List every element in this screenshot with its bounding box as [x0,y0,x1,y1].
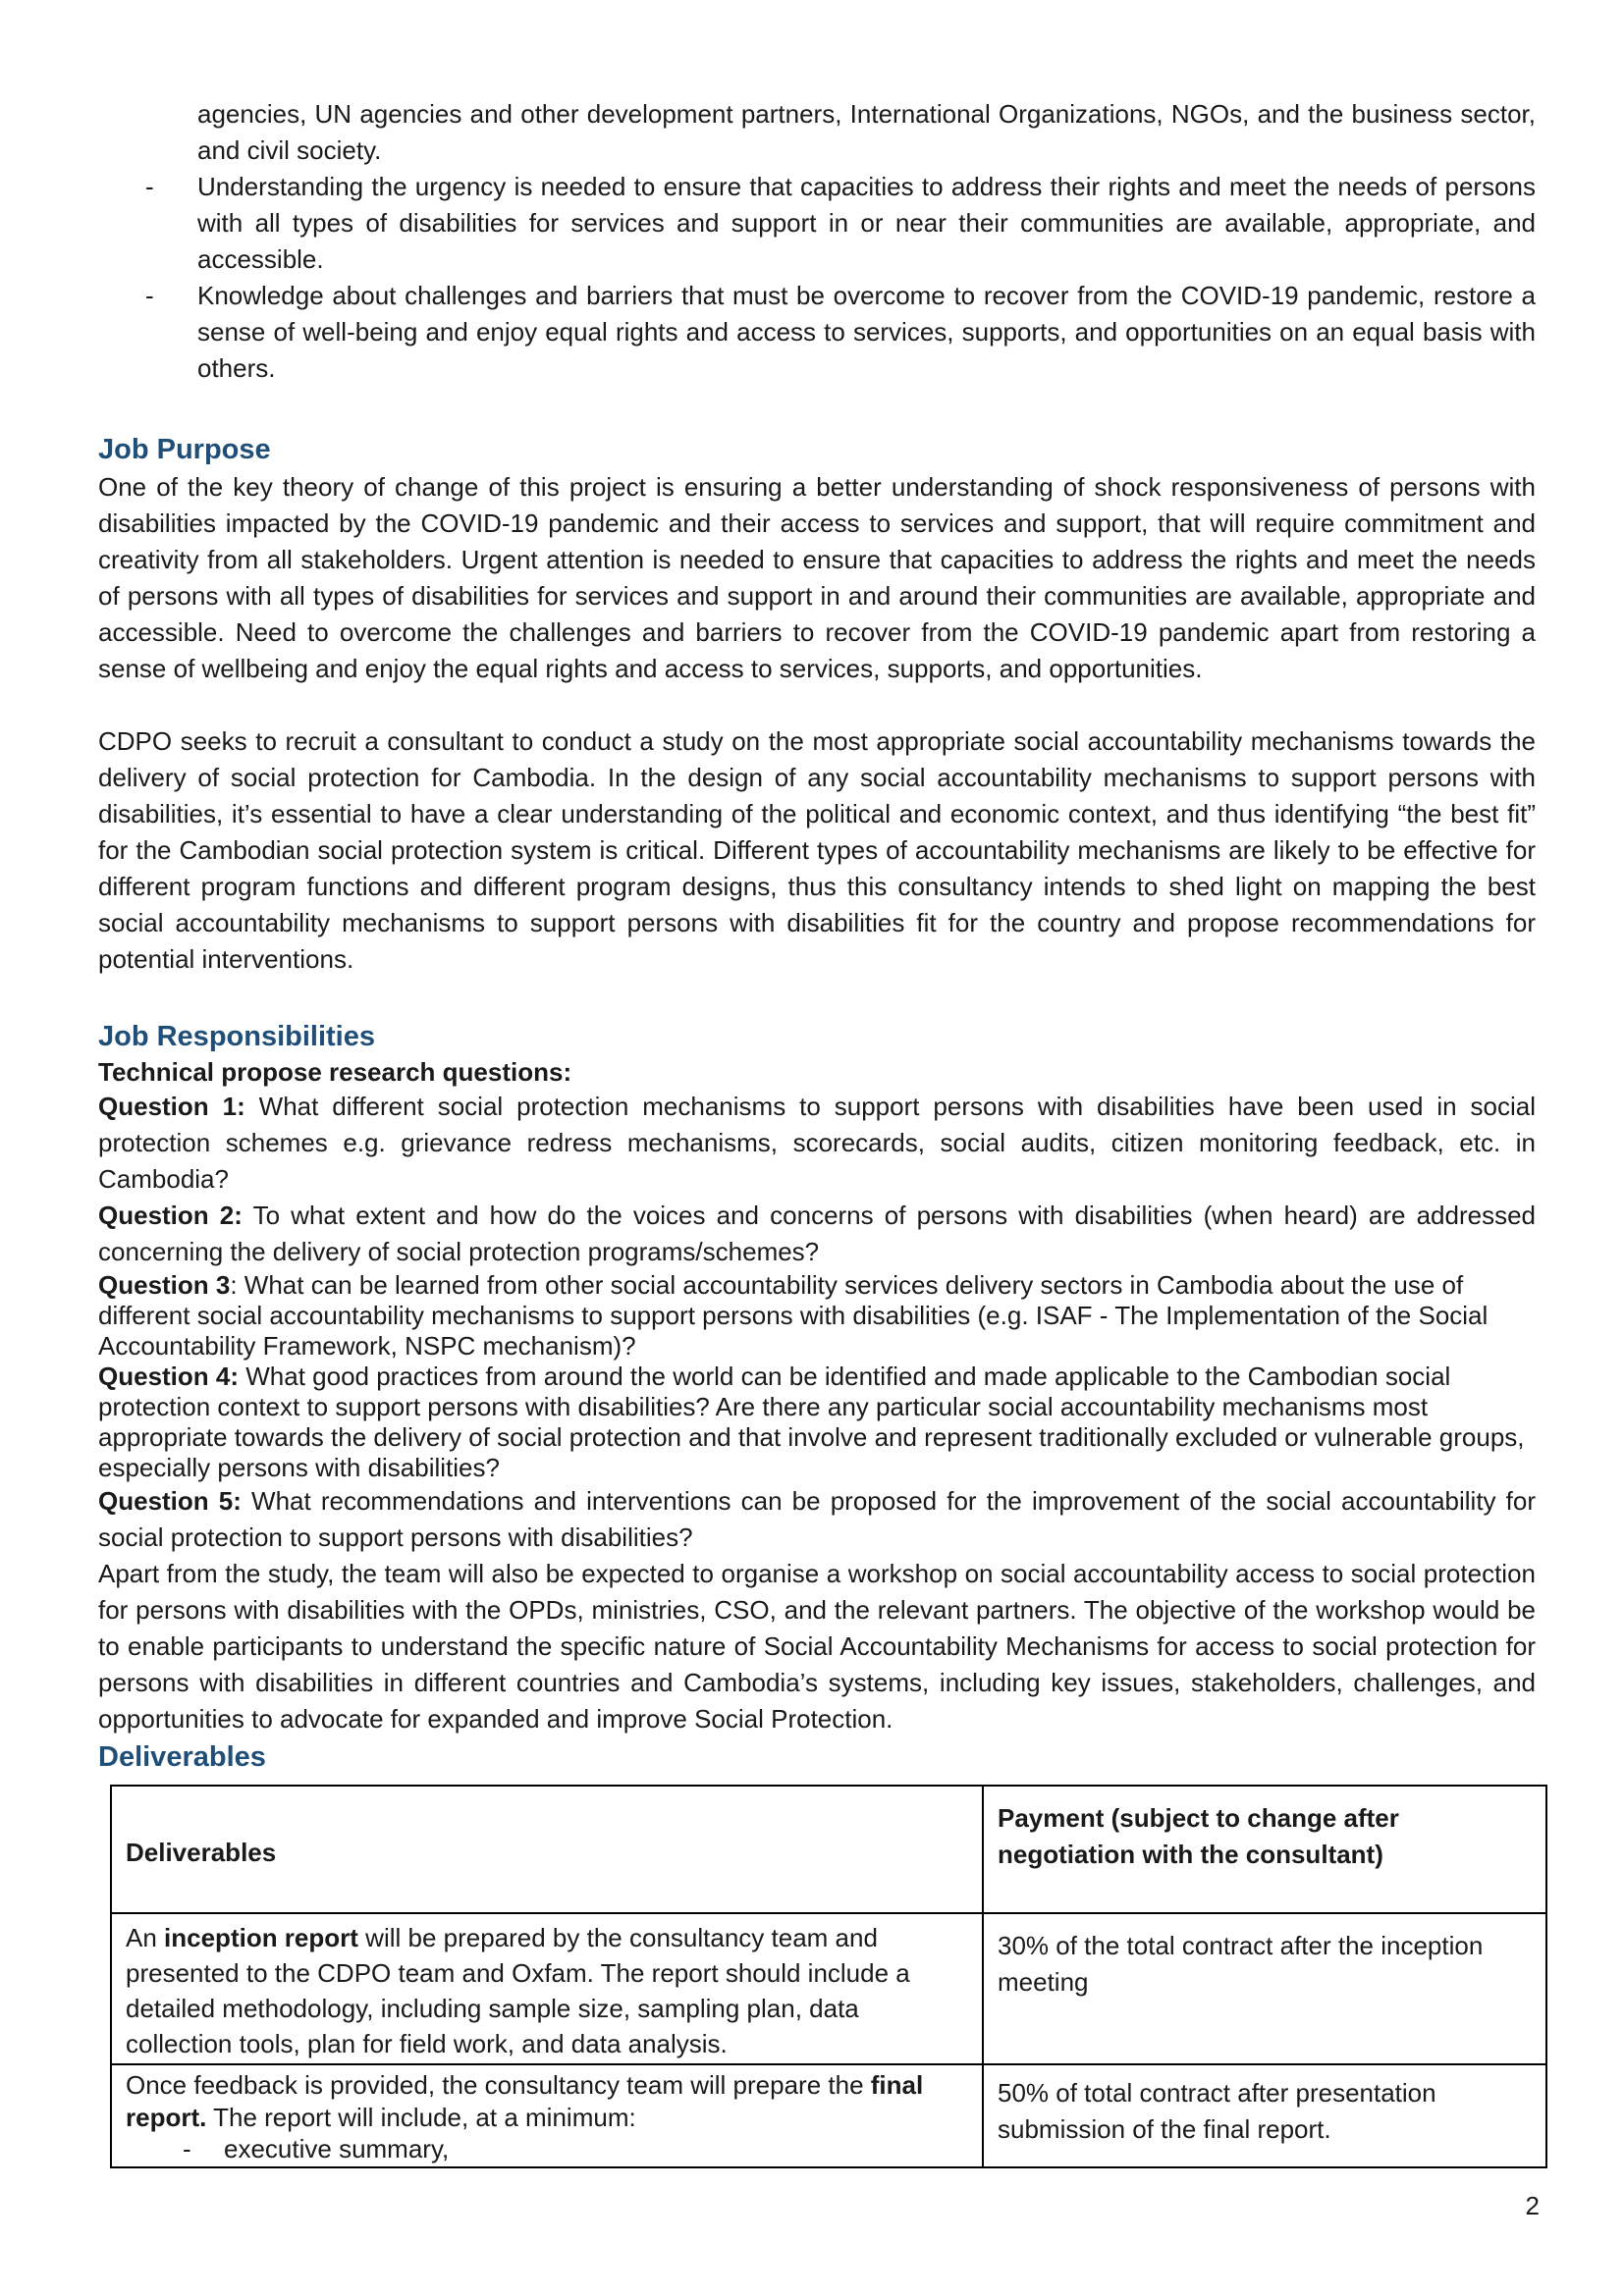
workshop-paragraph: Apart from the study, the team will also be expected to organise a workshop on social accountability access to social protection for persons with disabilities with the OPDs, ministries, CSO, and the relevant partners. The objective of the workshop would be to enable participants to understand the specific nature of Social Accountability Mechanisms for access to social protection for persons with disabilities in different countries and Cambodia’s systems, including key issues, stakeholders, challenges, and opportunities to advocate for expanded and improve Social Protection. [98,1559,1536,1734]
intro-bullet-list [98,96,1536,387]
payment-cell: 30% of the total contract after the inception meeting [983,1913,1546,2064]
question-5: Question 5: What recommendations and interventions can be proposed for the improvement of the social accountability for social protection to support persons with disabilities? [98,1486,1536,1552]
table-header-row [111,1786,1546,1913]
header-payment: Payment (subject to change after negotiation with the consultant) [983,1786,1546,1913]
job-responsibilities-heading: Job Responsibilities [98,1021,375,1052]
question-3: Question 3: What can be learned from other social accountability services delivery sectors in Cambodia about the use of different social accountability mechanisms to support persons with disabilities (e.g. ISAF - The Implementation of the Social Accountability Framework, NSPC mechanism)? [98,1270,1489,1361]
bullet-item: - Understanding the urgency is needed to ensure that capacities to address their rights and meet the needs of persons with all types of disabilities for services and support in or near their communities are available, appropriate, and accessible. [145,172,1536,274]
bullet-continuation: agencies, UN agencies and other development partners, International Organizations, NGOs, and the business sector, and civil society. [197,99,1536,165]
question-4: Question 4: What good practices from around the world can be identified and made applicable to the Cambodian social protection context to support persons with disabilities? Are there any particular social accountability mechanisms most appropriate towards the delivery of social protection and that involve and represent traditionally excluded or vulnerable groups, especially persons with disabilities? [98,1362,1525,1482]
deliverable-bullet: - executive summary, [183,2134,450,2163]
bullet-item: - Knowledge about challenges and barriers that must be overcome to recover from the COVID-19 pandemic, restore a sense of well-being and enjoy equal rights and access to services, supports, and opportunities on an equal basis with others. [145,281,1536,383]
deliverable-cell: Once feedback is provided, the consultancy team will prepare the final report. The report will include, at a minimum: - executive summary, [111,2064,983,2167]
job-purpose-paragraph-2: CDPO seeks to recruit a consultant to conduct a study on the most appropriate social accountability mechanisms towards the delivery of social protection for Cambodia. In the design of any social accountability mechanisms to support persons with disabilities, it’s essential to have a clear understanding of the political and economic context, and thus identifying “the best fit” for the Cambodian social protection system is critical. Different types of accountability mechanisms are likely to be effective for different program functions and different program designs, thus this consultancy intends to shed light on mapping the best social accountability mechanisms to support persons with disabilities fit for the country and propose recommendations for potential interventions. [98,726,1536,974]
header-deliverables: Deliverables [111,1786,983,1913]
table-row [111,2064,1546,2167]
deliverable-cell: An inception report will be prepared by the consultancy team and presented to the CDPO team and Oxfam. The report should include a detailed methodology, including sample size, sampling plan, data collection tools, plan for field work, and data analysis. [111,1913,983,2064]
table-row [111,1913,1546,2064]
page-number: 2 [1525,2191,1540,2220]
question-1: Question 1: What different social protection mechanisms to support persons with disabilities have been used in social protection schemes e.g. grievance redress mechanisms, scorecards, social audits, citizen monitoring feedback, etc. in Cambodia? [98,1092,1536,1194]
payment-cell: 50% of total contract after presentation submission of the final report. [983,2064,1546,2167]
deliverables-heading: Deliverables [98,1741,266,1773]
research-questions-subheading: Technical propose research questions: [98,1057,572,1087]
job-purpose-heading: Job Purpose [98,434,271,465]
page-content [98,96,1536,2168]
deliverables-table [110,1785,1547,2168]
job-purpose-paragraph-1: One of the key theory of change of this project is ensuring a better understanding of shock responsiveness of persons with disabilities impacted by the COVID-19 pandemic and their access to services and support, that will require commitment and creativity from all stakeholders. Urgent attention is needed to ensure that capacities to address the rights and meet the needs of persons with all types of disabilities for services and support in and around their communities are available, appropriate and accessible. Need to overcome the challenges and barriers to recover from the COVID-19 pandemic apart from restoring a sense of wellbeing and enjoy the equal rights and access to services, supports, and opportunities. [98,472,1536,683]
question-2: Question 2: To what extent and how do the voices and concerns of persons with disabilities (when heard) are addressed concerning the delivery of social protection programs/schemes? [98,1201,1536,1266]
